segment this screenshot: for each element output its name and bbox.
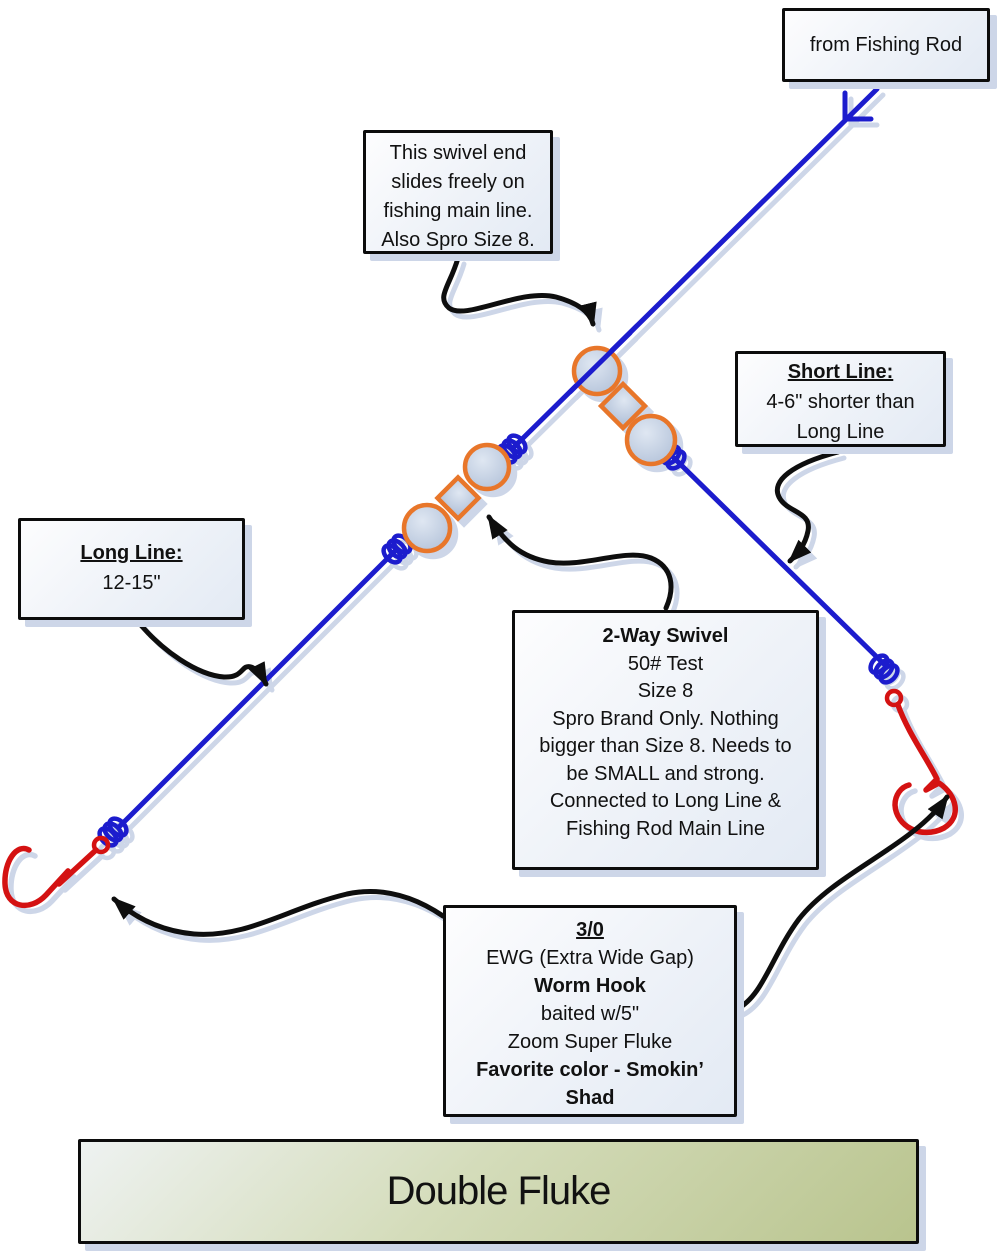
coil-knot [867, 652, 900, 685]
sliding-swivel [574, 348, 675, 464]
callout-short-line [735, 351, 946, 447]
callout-text: This swivel end [389, 142, 527, 164]
callout-text: 12-15" [102, 572, 161, 594]
callout-title: Short Line: [787, 361, 894, 383]
arrow-long-line [135, 618, 266, 684]
callout-long-line [18, 518, 245, 620]
diagram-title: Double Fluke [386, 1169, 611, 1213]
callout-text: Size 8 [637, 680, 694, 702]
callout-text: Spro Brand Only. Nothing bigger than Size 8. Needs to be SMALL and strong. [539, 707, 792, 785]
callout-text: Favorite color - Smokin’ Shad [476, 1059, 704, 1109]
hook-body [5, 848, 96, 905]
diagram-title-banner [78, 1139, 919, 1244]
swivel-ring [404, 505, 450, 551]
callout-text: 4-6" shorter than [766, 391, 915, 413]
callout-text: slides freely on [391, 171, 525, 193]
hook-body [895, 705, 955, 832]
callout-text: Connected to Long Line & Fishing Rod Main Line [549, 790, 782, 840]
callout-text: Zoom Super Fluke [507, 1031, 673, 1053]
two-way-swivel [404, 445, 509, 551]
swivel-ring [627, 416, 675, 464]
callout-text: 50# Test [627, 652, 704, 675]
callout-sliding-swivel [363, 130, 553, 254]
callout-text: Also Spro Size 8. [381, 229, 535, 251]
callout-from-fishing-rod [782, 8, 990, 82]
callout-text: Worm Hook [534, 975, 646, 997]
callout-two-way-swivel [512, 610, 819, 870]
callout-text: from Fishing Rod [809, 34, 963, 56]
left-worm-hook [5, 838, 108, 905]
callout-text: fishing main line. [383, 200, 533, 222]
callout-text: Long Line [796, 421, 885, 443]
arrow-two-way-swivel [489, 517, 671, 608]
arrow-short-line [777, 452, 838, 561]
callout-text: EWG (Extra Wide Gap) [486, 947, 694, 969]
callout-title: 3/0 [576, 919, 604, 941]
callout-title: 2-Way Swivel [602, 625, 729, 647]
arrow-hook-left [114, 892, 443, 935]
swivel-ring [465, 445, 509, 489]
arrow-slide-swivel [444, 258, 593, 324]
callout-title: Long Line: [80, 542, 183, 564]
callout-text: baited w/5" [540, 1003, 640, 1025]
right-worm-hook [887, 691, 955, 832]
swivel-ring [574, 348, 620, 394]
callout-worm-hook [443, 905, 737, 1117]
